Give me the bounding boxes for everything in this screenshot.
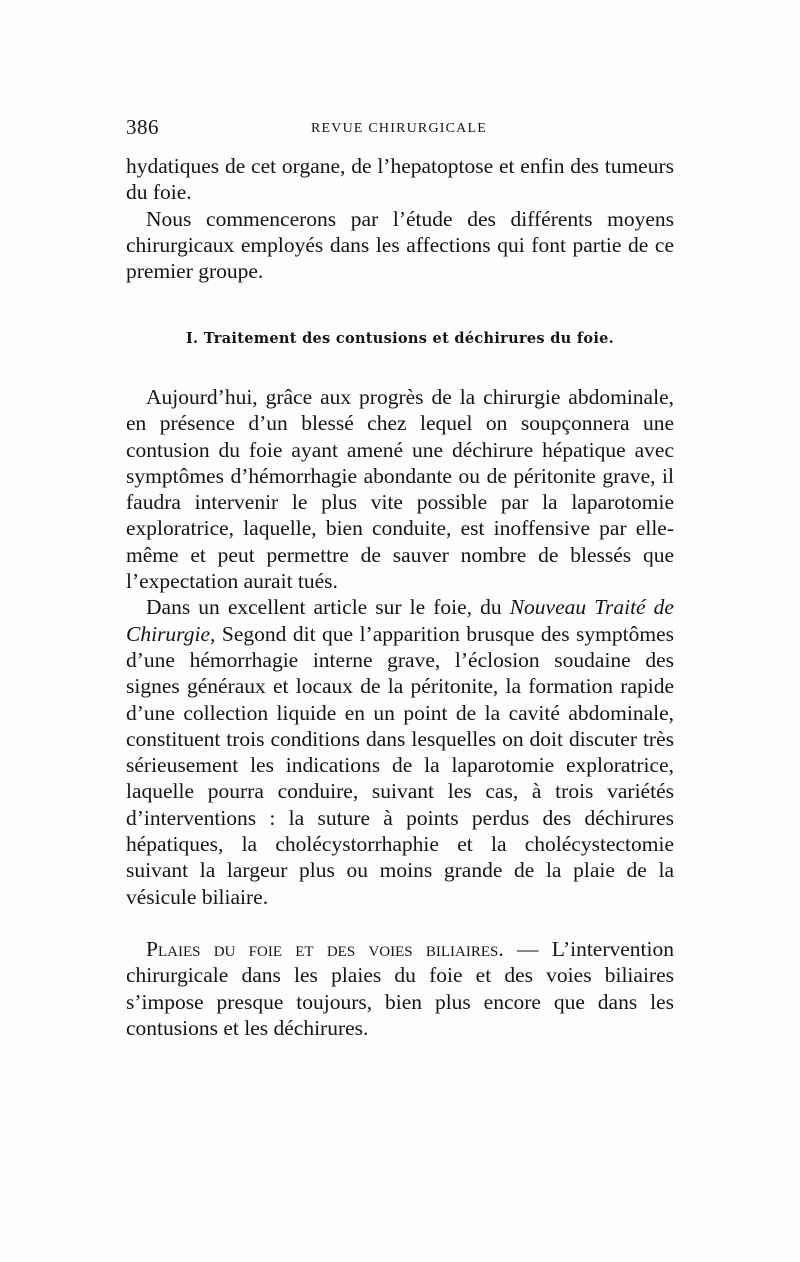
paragraph-3-rest: — L’intervention chirurgicale dans les plaies du foie et des voies biliaires s’impose presque toujours, bien plus encore que dans les contusions et les déchirures. xyxy=(126,937,674,1040)
paragraph-2-rest: , Segond dit que l’apparition brusque des symptômes d’une hémorrhagie interne grave, l’éclosion soudaine des signes généraux et locaux de la péritonite, la formation rapide d’une collection liquide en un point de la cavité abdominale, constituent trois conditions dans lesquelles on doit discuter très sérieusement les indications de la laparotomie exploratrice, laquelle pourra conduire, suivant les cas, à trois variétés d’interventions : la suture à points perdus des déchirures hépatiques, la cholécystorrhaphie et la cholécystectomie suivant la largeur plus ou moins grande de la plaie de la vésicule biliaire. xyxy=(126,621,674,909)
body-paragraph-1: Aujourd’hui, grâce aux progrès de la chirurgie abdominale, en présence d’un blessé chez lequel on soupçonnera une contusion du foie ayant amené une déchirure hépatique avec symptômes d’hémorrhagie abondante ou de péritonite grave, il faudra intervenir le plus vite possible par la laparotomie exploratrice, laquelle, bien conduite, est inoffensive par elle-même et peut permettre de sauver nombre de blessés que l’expectation aurait tués. xyxy=(126,385,674,594)
body-paragraph-3 xyxy=(126,936,674,1041)
running-title: REVUE CHIRURGICALE xyxy=(311,121,487,136)
body-paragraph-2 xyxy=(126,594,674,910)
paragraph-2-lead: Dans un excellent article sur le foie, du xyxy=(146,595,510,620)
page-number: 386 xyxy=(126,115,159,139)
subsection-body xyxy=(126,936,674,1041)
intro-text xyxy=(126,153,674,284)
running-header xyxy=(126,115,674,141)
section-heading: I. Traitement des contusions et déchirures du foie. xyxy=(185,330,615,347)
intro-paragraph-continued: hydatiques de cet organe, de l’hepatoptose et enfin des tumeurs du foie. xyxy=(126,154,674,205)
intro-paragraph: Nous commencerons par l’étude des différents moyens chirurgicaux employés dans les affections qui font partie de ce premier groupe. xyxy=(126,206,674,284)
subsection-title: Plaies du foie et des voies biliaires. xyxy=(146,937,504,961)
cited-work-title: Nouveau Traité de Chirurgie xyxy=(126,595,674,646)
section-body xyxy=(126,384,674,910)
